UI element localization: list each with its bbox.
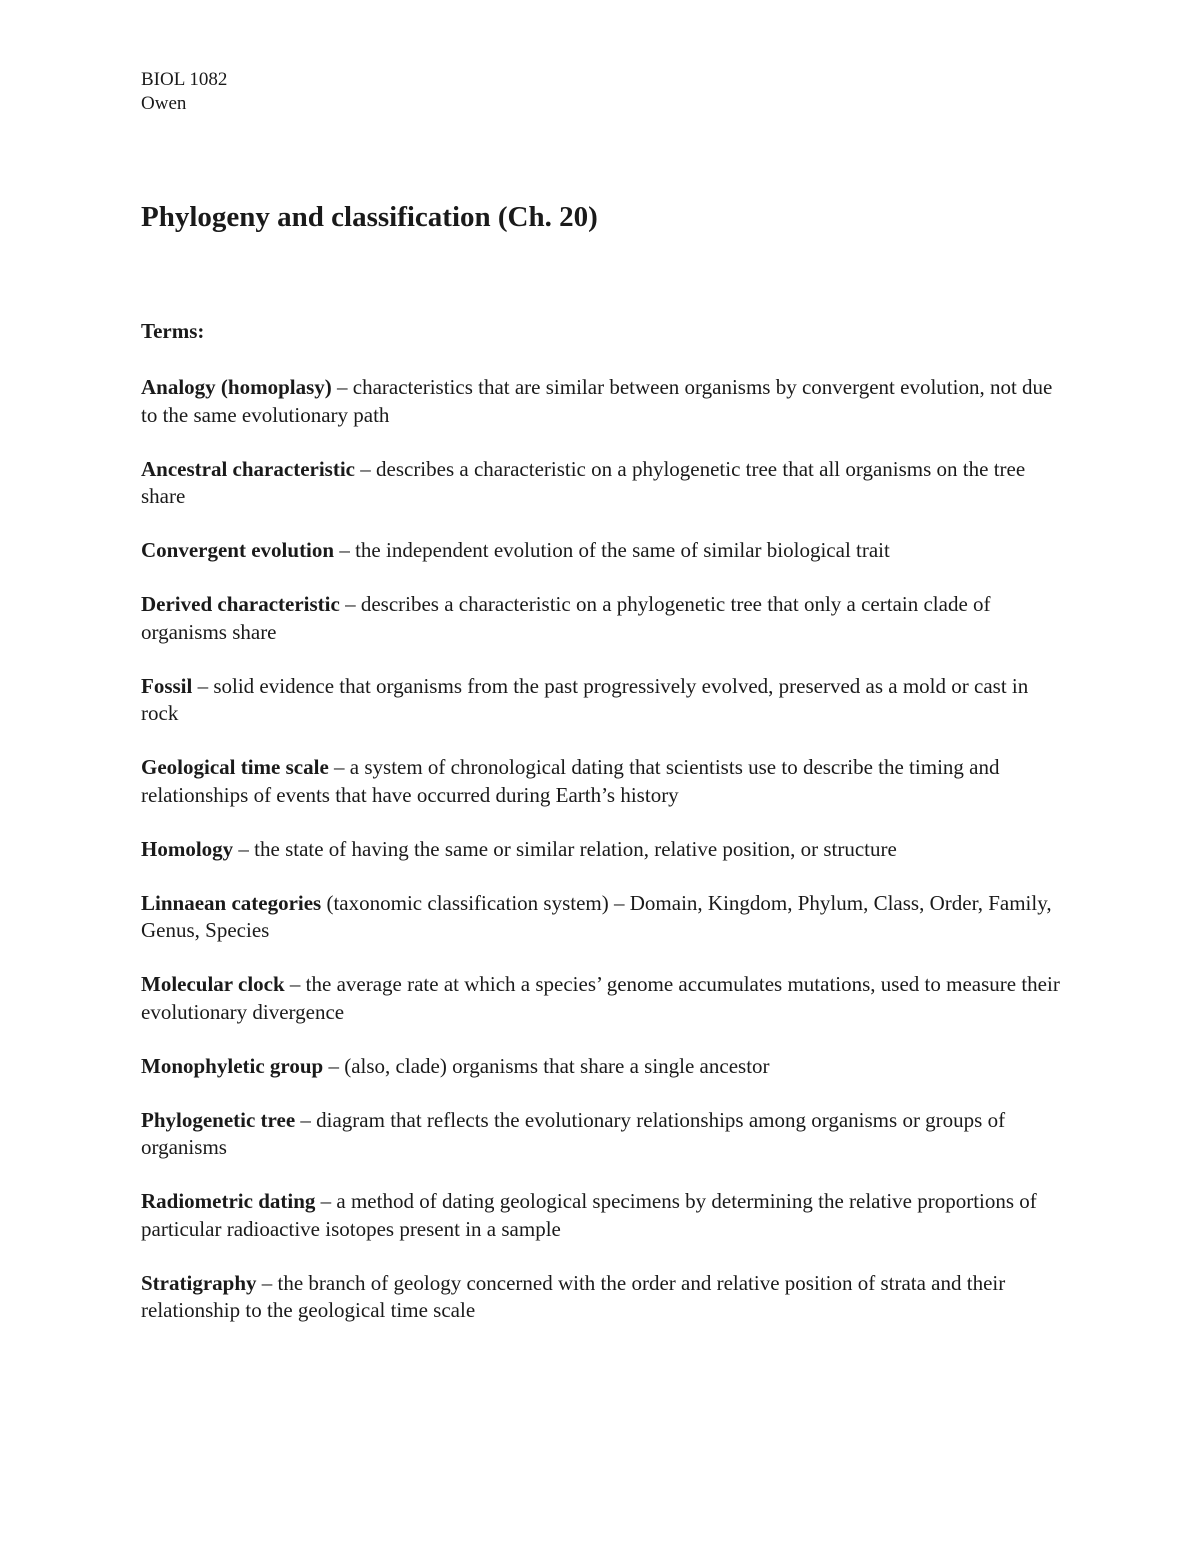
term-entry (141, 890, 1066, 945)
term-name: Molecular clock (141, 972, 285, 996)
term-entry (141, 1270, 1066, 1325)
term-definition: – the average rate at which a species’ genome accumulates mutations, used to measure their evolutionary divergence (141, 972, 1060, 1024)
term-definition: – the branch of geology concerned with the order and relative position of strata and their relationship to the geological time scale (141, 1270, 1006, 1322)
term-name: Linnaean categories (141, 890, 322, 915)
term-entry (141, 1107, 1066, 1162)
term-entry (141, 374, 1066, 429)
author-name: Owen (141, 93, 187, 114)
term-definition: – a system of chronological dating that scientists use to describe the timing and relationships of events that have occurred during Earth’s history (141, 755, 1000, 807)
term-definition: – solid evidence that organisms from the past progressively evolved, preserved as a mold or cast in rock (141, 673, 1029, 725)
term-name: Fossil (141, 673, 193, 698)
term-entry (141, 1188, 1066, 1243)
term-entry (141, 456, 1066, 511)
term-entry (141, 836, 1066, 864)
terms-heading: Terms: (141, 319, 205, 343)
term-entry (141, 537, 1066, 565)
term-name: Ancestral characteristic (141, 456, 355, 481)
term-name: Monophyletic group (141, 1053, 324, 1078)
term-definition: – Domain, Kingdom, Phylum, Class, Order, Family, Genus, Species (141, 890, 1052, 942)
document-title: Phylogeny and classification (Ch. 20) (141, 201, 598, 233)
term-entry (141, 754, 1066, 809)
term-entry (141, 673, 1066, 728)
term-name: Derived characteristic (141, 592, 340, 616)
term-note: (taxonomic classification system) (321, 890, 609, 915)
term-definition: – the independent evolution of the same of similar biological trait (334, 538, 890, 562)
term-name: Phylogenetic tree (141, 1107, 296, 1132)
term-entry (141, 591, 1066, 646)
term-name: Convergent evolution (141, 538, 335, 562)
term-definition: – a method of dating geological specimens by determining the relative proportions of particular radioactive isotopes present in a sample (141, 1189, 1037, 1241)
term-name: Radiometric dating (141, 1189, 316, 1213)
term-definition: – describes a characteristic on a phylogenetic tree that only a certain clade of organisms share (141, 592, 991, 644)
term-definition: – the state of having the same or similar relation, relative position, or structure (233, 836, 897, 861)
term-definition: – (also, clade) organisms that share a single ancestor (323, 1053, 770, 1078)
term-name: Analogy (homoplasy) (141, 375, 332, 399)
course-code: BIOL 1082 (141, 69, 228, 90)
term-name: Homology (141, 836, 234, 861)
term-definition: – diagram that reflects the evolutionary relationships among organisms or groups of organisms (141, 1107, 1006, 1159)
term-entry (141, 971, 1066, 1026)
term-name: Geological time scale (141, 755, 329, 779)
term-definition: – characteristics that are similar between organisms by convergent evolution, not due to the same evolutionary path (141, 375, 1053, 427)
term-list (141, 374, 1066, 1351)
term-name: Stratigraphy (141, 1270, 257, 1295)
document-page (141, 68, 1066, 1322)
term-definition: – describes a characteristic on a phylogenetic tree that all organisms on the tree share (141, 456, 1026, 508)
term-entry (141, 1053, 1066, 1081)
